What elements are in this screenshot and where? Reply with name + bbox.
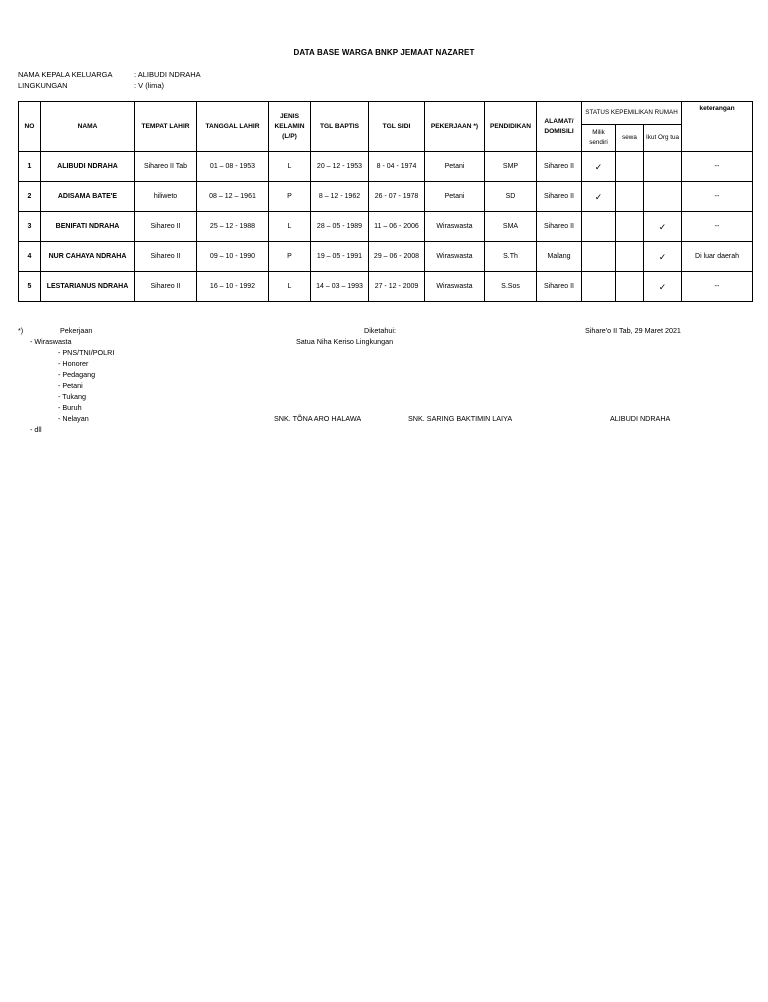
cell-jenis-kelamin: P bbox=[269, 182, 311, 212]
cell-pekerjaan: Wiraswasta bbox=[425, 272, 485, 302]
cell-jenis-kelamin: L bbox=[269, 272, 311, 302]
cell-tgl-baptis: 28 – 05 - 1989 bbox=[311, 212, 369, 242]
header-no: NO bbox=[19, 102, 41, 152]
place-date: Sihare'o II Tab, 29 Maret 2021 bbox=[585, 326, 681, 335]
table-row bbox=[19, 182, 753, 212]
cell-jenis-kelamin: P bbox=[269, 242, 311, 272]
header-jenis-kelamin: JENIS KELAMIN (L/P) bbox=[269, 102, 311, 152]
cell-keterangan: -- bbox=[682, 272, 753, 302]
pekerjaan-item: - Buruh bbox=[58, 403, 82, 412]
footnote-asterisk: *) bbox=[18, 326, 24, 335]
cell-ikut-ortu bbox=[644, 152, 682, 182]
cell-milik-sendiri bbox=[582, 212, 616, 242]
cell-jenis-kelamin: L bbox=[269, 152, 311, 182]
cell-alamat: Sihareo II bbox=[537, 272, 582, 302]
cell-tanggal-lahir: 16 – 10 - 1992 bbox=[197, 272, 269, 302]
cell-keterangan: -- bbox=[682, 152, 753, 182]
pekerjaan-item: - Wiraswasta bbox=[30, 337, 72, 346]
header-milik-sendiri: Milik sendiri bbox=[582, 125, 616, 152]
signature-name-3: ALIBUDI NDRAHA bbox=[610, 414, 671, 423]
cell-sewa bbox=[616, 182, 644, 212]
cell-milik-sendiri: ✓ bbox=[582, 152, 616, 182]
header-tanggal-lahir: TANGGAL LAHIR bbox=[197, 102, 269, 152]
signature-name-2: SNK. SARING BAKTIMIN LAIYA bbox=[408, 414, 513, 423]
cell-ikut-ortu: ✓ bbox=[644, 272, 682, 302]
cell-alamat: Sihareo II bbox=[537, 182, 582, 212]
header-tgl-baptis: TGL BAPTIS bbox=[311, 102, 369, 152]
cell-tempat-lahir: Sihareo II Tab bbox=[135, 152, 197, 182]
cell-no: 4 bbox=[19, 242, 41, 272]
cell-pendidikan: S.Th bbox=[485, 242, 537, 272]
cell-keterangan: -- bbox=[682, 182, 753, 212]
cell-nama: NUR CAHAYA NDRAHA bbox=[41, 242, 135, 272]
kepala-keluarga-value: : ALIBUDI NDRAHA bbox=[134, 70, 201, 79]
header-sewa: sewa bbox=[616, 125, 644, 152]
kepala-keluarga-label: NAMA KEPALA KELUARGA bbox=[18, 70, 113, 79]
diketahui-label: Diketahui: bbox=[364, 326, 396, 335]
cell-milik-sendiri: ✓ bbox=[582, 182, 616, 212]
lingkungan-value: : V (lima) bbox=[134, 81, 164, 90]
header-keterangan: keterangan bbox=[682, 102, 753, 152]
cell-tgl-sidi: 27 - 12 - 2009 bbox=[369, 272, 425, 302]
cell-no: 5 bbox=[19, 272, 41, 302]
pekerjaan-item: - Petani bbox=[58, 381, 83, 390]
cell-tanggal-lahir: 25 – 12 - 1988 bbox=[197, 212, 269, 242]
cell-tgl-sidi: 11 – 06 - 2006 bbox=[369, 212, 425, 242]
cell-tgl-baptis: 19 – 05 - 1991 bbox=[311, 242, 369, 272]
cell-pekerjaan: Petani bbox=[425, 152, 485, 182]
pekerjaan-item: - Pedagang bbox=[58, 370, 96, 379]
header-status-rumah: STATUS KEPEMILIKAN RUMAH bbox=[582, 102, 682, 125]
table-row bbox=[19, 212, 753, 242]
header-tgl-sidi: TGL SIDI bbox=[369, 102, 425, 152]
cell-tgl-baptis: 20 – 12 - 1953 bbox=[311, 152, 369, 182]
cell-nama: ALIBUDI NDRAHA bbox=[41, 152, 135, 182]
cell-no: 1 bbox=[19, 152, 41, 182]
cell-tgl-baptis: 8 – 12 - 1962 bbox=[311, 182, 369, 212]
cell-nama: ADISAMA BATE'E bbox=[41, 182, 135, 212]
document-title: DATA BASE WARGA BNKP JEMAAT NAZARET bbox=[293, 48, 475, 57]
cell-sewa bbox=[616, 152, 644, 182]
header-pekerjaan: PEKERJAAN *) bbox=[425, 102, 485, 152]
table-row bbox=[19, 272, 753, 302]
satua-niha-label: Satua Niha Keriso Lingkungan bbox=[296, 337, 394, 346]
table-row bbox=[19, 242, 753, 272]
cell-tanggal-lahir: 08 – 12 – 1961 bbox=[197, 182, 269, 212]
header-alamat: ALAMAT/ DOMISILI bbox=[537, 102, 582, 152]
cell-ikut-ortu: ✓ bbox=[644, 212, 682, 242]
cell-pendidikan: SMP bbox=[485, 152, 537, 182]
cell-sewa bbox=[616, 212, 644, 242]
cell-alamat: Sihareo II bbox=[537, 152, 582, 182]
header-tempat-lahir: TEMPAT LAHIR bbox=[135, 102, 197, 152]
cell-pendidikan: SD bbox=[485, 182, 537, 212]
cell-milik-sendiri bbox=[582, 272, 616, 302]
cell-pekerjaan: Petani bbox=[425, 182, 485, 212]
cell-sewa bbox=[616, 242, 644, 272]
cell-sewa bbox=[616, 272, 644, 302]
cell-milik-sendiri bbox=[582, 242, 616, 272]
pekerjaan-item: - Tukang bbox=[58, 392, 86, 401]
cell-tgl-sidi: 26 - 07 - 1978 bbox=[369, 182, 425, 212]
cell-keterangan: -- bbox=[682, 212, 753, 242]
cell-tanggal-lahir: 09 – 10 - 1990 bbox=[197, 242, 269, 272]
warga-table bbox=[18, 101, 753, 302]
cell-tgl-sidi: 8 - 04 - 1974 bbox=[369, 152, 425, 182]
cell-no: 3 bbox=[19, 212, 41, 242]
cell-tgl-sidi: 29 – 06 - 2008 bbox=[369, 242, 425, 272]
cell-nama: LESTARIANUS NDRAHA bbox=[41, 272, 135, 302]
header-nama: NAMA bbox=[41, 102, 135, 152]
pekerjaan-item: - PNS/TNI/POLRI bbox=[58, 348, 115, 357]
pekerjaan-item: - Honorer bbox=[58, 359, 89, 368]
cell-pekerjaan: Wiraswasta bbox=[425, 212, 485, 242]
cell-tanggal-lahir: 01 – 08 - 1953 bbox=[197, 152, 269, 182]
header-ikut-ortu: Ikut Org tua bbox=[644, 125, 682, 152]
cell-tempat-lahir: Sihareo II bbox=[135, 212, 197, 242]
lingkungan-label: LINGKUNGAN bbox=[18, 81, 68, 90]
pekerjaan-title: Pekerjaan bbox=[60, 326, 93, 335]
cell-pendidikan: S.Sos bbox=[485, 272, 537, 302]
header-pendidikan: PENDIDIKAN bbox=[485, 102, 537, 152]
signature-name-1: SNK. TÕNA ARO HALAWA bbox=[274, 414, 362, 423]
table-body bbox=[19, 152, 753, 302]
cell-tempat-lahir: Sihareo II bbox=[135, 272, 197, 302]
table-row bbox=[19, 152, 753, 182]
cell-ikut-ortu: ✓ bbox=[644, 242, 682, 272]
cell-keterangan: Di luar daerah bbox=[682, 242, 753, 272]
pekerjaan-item: - dll bbox=[30, 425, 42, 434]
cell-alamat: Sihareo II bbox=[537, 212, 582, 242]
cell-jenis-kelamin: L bbox=[269, 212, 311, 242]
cell-nama: BENIFATI NDRAHA bbox=[41, 212, 135, 242]
cell-alamat: Malang bbox=[537, 242, 582, 272]
pekerjaan-item: - Nelayan bbox=[58, 414, 89, 423]
cell-ikut-ortu bbox=[644, 182, 682, 212]
cell-no: 2 bbox=[19, 182, 41, 212]
cell-tempat-lahir: hiliweto bbox=[135, 182, 197, 212]
cell-tempat-lahir: Sihareo II bbox=[135, 242, 197, 272]
cell-pendidikan: SMA bbox=[485, 212, 537, 242]
cell-pekerjaan: Wiraswasta bbox=[425, 242, 485, 272]
cell-tgl-baptis: 14 – 03 – 1993 bbox=[311, 272, 369, 302]
